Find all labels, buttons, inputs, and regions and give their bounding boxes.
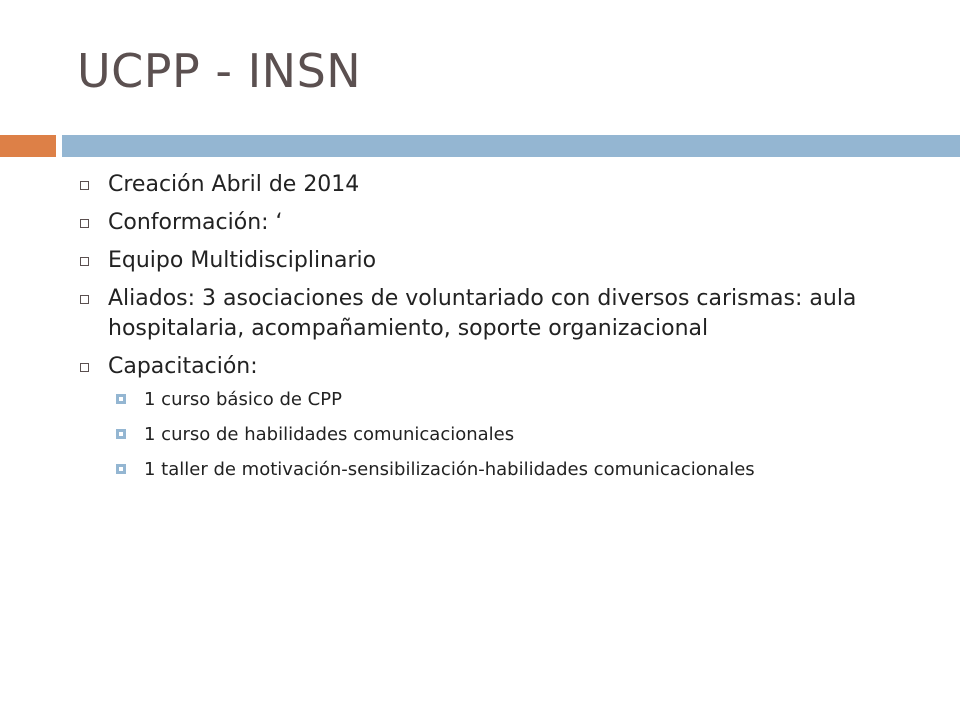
- accent-bar-right: [62, 135, 960, 157]
- square-filled-icon: [116, 394, 126, 404]
- square-outline-icon: [80, 295, 89, 304]
- bullet-item-creation: [80, 170, 880, 200]
- accent-bar-left: [0, 135, 56, 157]
- bullet-item-team: [80, 246, 880, 276]
- sub-bullet-list: [116, 388, 880, 481]
- sub-bullet-text: 1 curso básico de CPP: [144, 389, 342, 410]
- sub-bullet-item-basic-course: [116, 388, 880, 411]
- slide-content: [80, 170, 880, 493]
- square-filled-icon: [116, 429, 126, 439]
- bullet-text: Creación Abril de 2014: [108, 172, 360, 197]
- bullet-item-allies: [80, 284, 880, 344]
- bullet-item-conformation: [80, 208, 880, 238]
- square-outline-icon: [80, 257, 89, 266]
- bullet-text: Conformación: ‘: [108, 210, 283, 235]
- slide-title: UCPP - INSN: [77, 44, 362, 98]
- sub-bullet-text: 1 taller de motivación-sensibilización-habilidades comunicacionales: [144, 459, 755, 480]
- bullet-text: Capacitación:: [108, 354, 258, 379]
- bullet-text: Equipo Multidisciplinario: [108, 248, 377, 273]
- bullet-text: Aliados: 3 asociaciones de voluntariado con diversos carismas: aula hospitalaria, acompañamiento, soporte organizacional: [108, 286, 857, 341]
- square-outline-icon: [80, 363, 89, 372]
- square-outline-icon: [80, 181, 89, 190]
- sub-bullet-text: 1 curso de habilidades comunicacionales: [144, 424, 515, 445]
- bullet-item-training: [80, 352, 880, 481]
- square-filled-icon: [116, 464, 126, 474]
- sub-bullet-item-communication-course: [116, 423, 880, 446]
- bullet-list: [80, 170, 880, 481]
- sub-bullet-item-workshop: [116, 458, 880, 481]
- square-outline-icon: [80, 219, 89, 228]
